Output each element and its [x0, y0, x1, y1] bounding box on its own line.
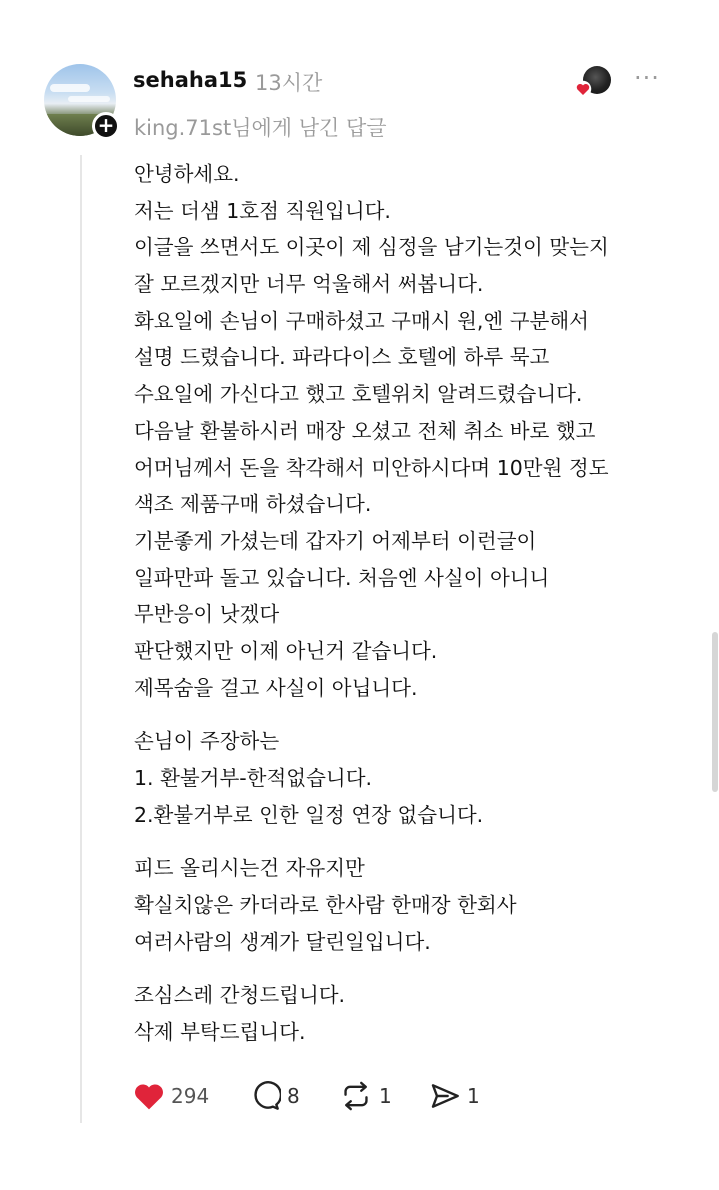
- action-bar: [133, 1076, 633, 1116]
- paragraph-gap: [134, 706, 704, 723]
- username[interactable]: sehaha15: [133, 68, 248, 92]
- scrollbar[interactable]: [712, 632, 718, 792]
- comment-button[interactable]: [249, 1076, 300, 1116]
- post-line: 다음날 환불하시러 매장 오셨고 전체 취소 바로 했고: [134, 418, 596, 443]
- post-line: 삭제 부탁드립니다.: [134, 1020, 306, 1045]
- post-line: 저는 더샘 1호점 직원입니다.: [134, 198, 391, 223]
- post-line: 확실치않은 카더라로 한사람 한매장 한회사: [134, 893, 517, 918]
- follow-plus-icon[interactable]: +: [92, 112, 120, 140]
- send-icon: [429, 1081, 461, 1111]
- post-line: 잘 모르겠지만 너무 억울해서 써봅니다.: [134, 272, 484, 297]
- post-line: 수요일에 가신다고 했고 호텔위치 알려드렸습니다.: [134, 382, 583, 407]
- post-line: 손님이 주장하는: [134, 729, 280, 754]
- repost-count: 1: [379, 1084, 392, 1108]
- paragraph-gap: [134, 833, 704, 850]
- heart-icon: [133, 1081, 165, 1111]
- avatar-cloud: [50, 84, 90, 92]
- thread-line: [80, 155, 82, 1123]
- post-line: 설명 드렸습니다. 파라다이스 호텔에 하루 묵고: [134, 345, 550, 370]
- post-line: 1. 환불거부-한적없습니다.: [134, 766, 373, 790]
- share-count: 1: [467, 1084, 480, 1108]
- like-button[interactable]: [133, 1076, 209, 1116]
- like-count: 294: [171, 1084, 210, 1108]
- liker-heart-icon: [574, 80, 592, 98]
- repost-button[interactable]: [339, 1076, 392, 1116]
- post-line: 판단했지만 이제 아닌거 같습니다.: [134, 638, 438, 663]
- post-line: 여러사람의 생계가 달린일입니다.: [134, 929, 431, 954]
- reply-context[interactable]: king.71st님에게 남긴 답글: [134, 116, 387, 140]
- comment-icon: [249, 1080, 281, 1112]
- post-line: 제목숨을 걸고 사실이 아닙니다.: [134, 675, 418, 700]
- paragraph-gap: [134, 960, 704, 977]
- post-timestamp: 13시간: [255, 71, 323, 95]
- comment-count: 8: [287, 1084, 300, 1108]
- post-line: 안녕하세요.: [134, 162, 240, 186]
- post-line: 화요일에 손님이 구매하셨고 구매시 원,엔 구분해서: [134, 308, 589, 333]
- post-line: 어머님께서 돈을 착각해서 미안하시다며 10만원 정도: [134, 455, 609, 480]
- post-line: 이글을 쓰면서도 이곳이 제 심정을 남기는것이 맞는지: [134, 235, 609, 260]
- post-line: 조심스레 간청드립니다.: [134, 983, 346, 1008]
- post-line: 2.환불거부로 인한 일정 연장 없습니다.: [134, 802, 484, 827]
- post-body: [134, 156, 704, 1051]
- share-button[interactable]: [429, 1076, 480, 1116]
- post-line: 기분좋게 가셨는데 갑자기 어제부터 이런글이: [134, 528, 537, 553]
- avatar-cloud: [68, 96, 110, 102]
- post-line: 일파만파 돌고 있습니다. 처음엔 사실이 아니니: [134, 565, 550, 590]
- post-line: 색조 제품구매 하셨습니다.: [134, 492, 372, 517]
- post-line: 무반응이 낫겠다: [134, 602, 280, 627]
- profile-avatar-container[interactable]: [44, 64, 120, 140]
- repost-icon: [339, 1080, 373, 1112]
- post-line: 피드 올리시는건 자유지만: [134, 856, 365, 881]
- more-icon[interactable]: ···: [634, 64, 660, 92]
